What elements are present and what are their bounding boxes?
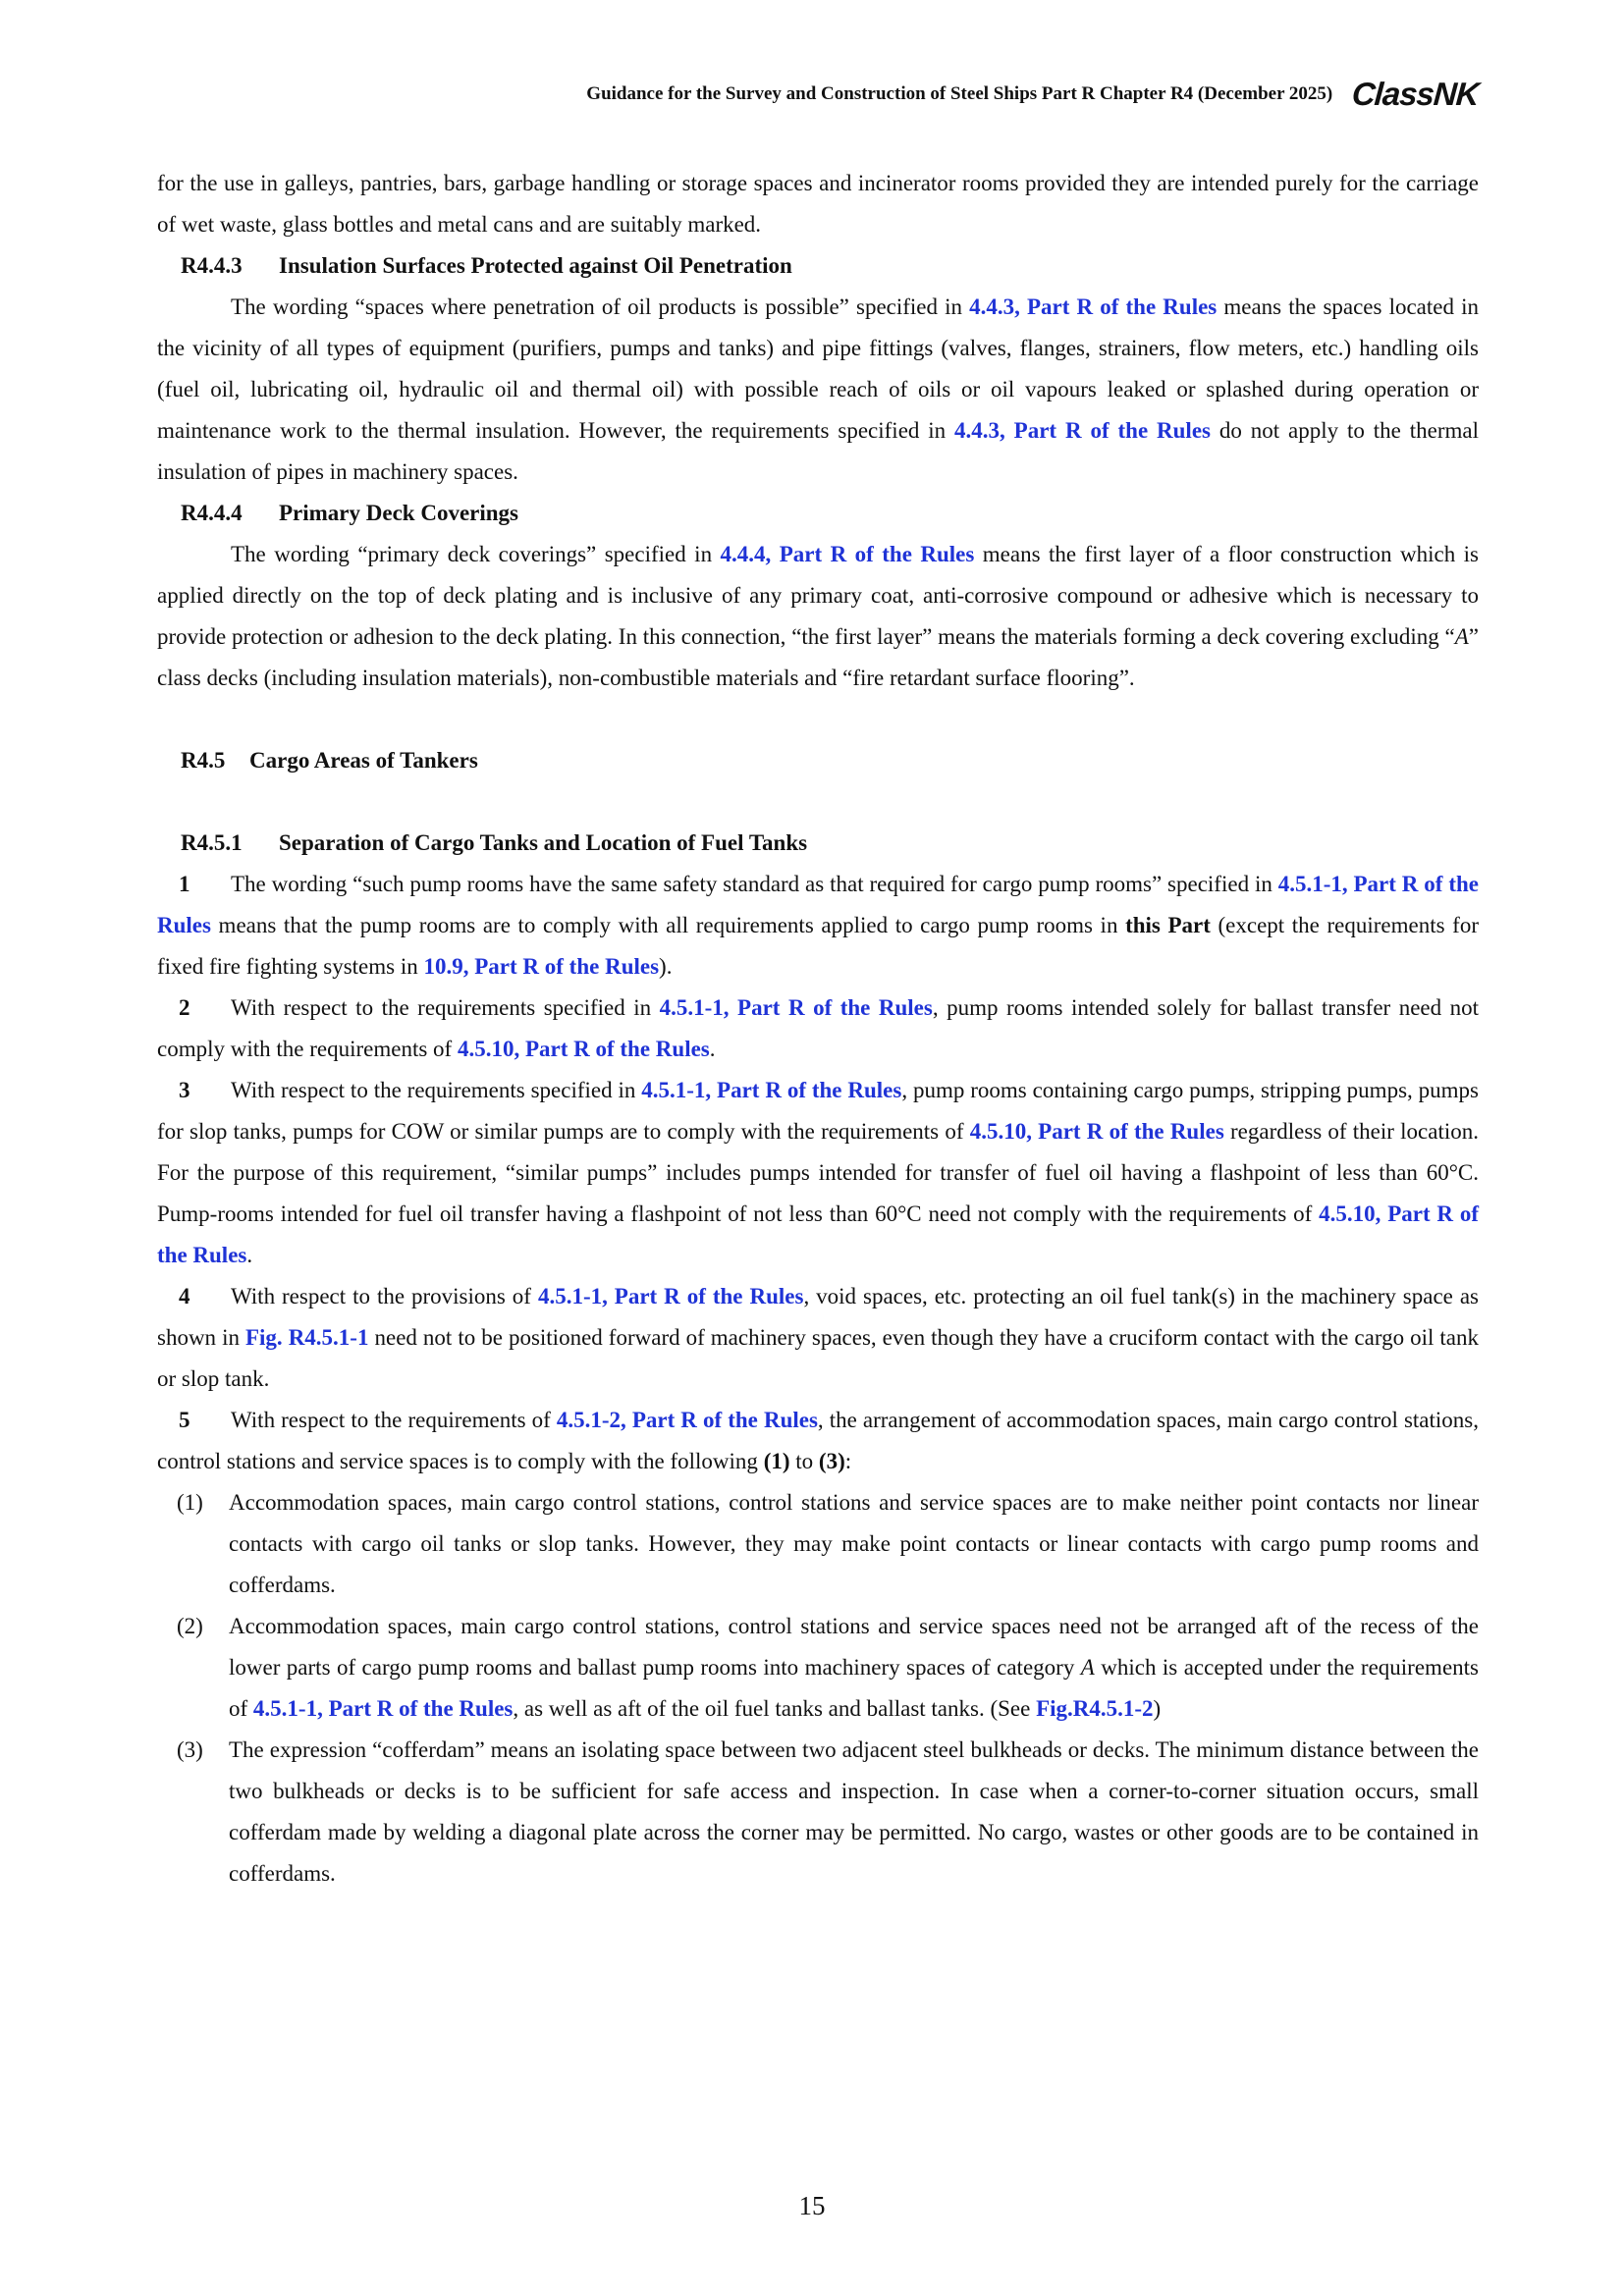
section-heading-r443 xyxy=(157,245,1479,287)
figure-link[interactable]: Fig.R4.5.1-2 xyxy=(1036,1696,1154,1721)
numbered-paragraph-4: 4 With respect to the provisions of 4.5.1-1, Part R of the Rules, void spaces, etc. protecting an oil fuel tank(s) in the machinery space as shown in Fig. R4.5.1-1 need not to be positioned forward of machinery spaces, even though they have a cruciform contact with the cargo oil tank or slop tank. xyxy=(157,1284,1480,1391)
numbered-paragraph-1: 1 The wording “such pump rooms have the same safety standard as that required for cargo pump rooms” specified in 4.5.1-1, Part R of the Rules means that the pump rooms are to comply with all requirements applied to cargo pump rooms in this Part (except the requirements for fixed fire fighting systems in 10.9, Part R of the Rules). xyxy=(157,872,1479,979)
section-title: Separation of Cargo Tanks and Location of Fuel Tanks xyxy=(279,830,808,855)
rule-link[interactable]: 4.5.10, Part R of the Rules xyxy=(457,1037,710,1061)
section-title: Cargo Areas of Tankers xyxy=(249,748,478,773)
section-heading-r444 xyxy=(157,493,1479,534)
item-label: (3) xyxy=(177,1737,203,1762)
rule-link[interactable]: 4.5.1-1, Part R of the Rules xyxy=(641,1078,902,1102)
classnk-logo: ClassNK xyxy=(1351,76,1481,112)
item-text: The expression “cofferdam” means an isolating space between two adjacent steel bulkheads or decks. The minimum distance between the two bulkheads or decks is to be sufficient for safe access and inspection. In case when a corner-to-corner situation occurs, small cofferdam made by welding a diagonal plate across the corner may be permitted. No cargo, wastes or other goods are to be contained in cofferdams. xyxy=(229,1737,1479,1886)
rule-link[interactable]: 4.5.10, Part R of the Rules xyxy=(157,1201,1480,1267)
intro-paragraph: for the use in galleys, pantries, bars, garbage handling or storage spaces and incinerator rooms provided they are intended purely for the carriage of wet waste, glass bottles and metal cans and are suitably marked. xyxy=(157,171,1479,237)
item-label: (2) xyxy=(177,1614,203,1638)
page-number: 15 xyxy=(798,2191,826,2220)
list-item-2 xyxy=(157,1606,1479,1730)
figure-link[interactable]: Fig. R4.5.1-1 xyxy=(244,1325,369,1350)
rule-link[interactable]: 4.4.3, Part R of the Rules xyxy=(954,418,1211,443)
rule-link[interactable]: 4.5.1-1, Part R of the Rules xyxy=(659,995,933,1020)
section-heading-r45 xyxy=(157,740,1479,781)
document-title: Guidance for the Survey and Construction of Steel Ships Part R Chapter R4 (December 2025) xyxy=(586,83,1333,104)
item-label: (1) xyxy=(177,1490,203,1515)
section-title: Insulation Surfaces Protected against Oil Penetration xyxy=(279,253,792,278)
section-number: R4.4.3 xyxy=(181,253,243,278)
numbered-paragraph-2: 2 With respect to the requirements specified in 4.5.1-1, Part R of the Rules, pump rooms intended solely for ballast transfer need not comply with the requirements of 4.5.10, Part R of the Rules. xyxy=(157,995,1479,1061)
numbered-paragraph-3: 3 With respect to the requirements specified in 4.5.1-1, Part R of the Rules, pump rooms containing cargo pumps, stripping pumps, pumps for slop tanks, pumps for COW or similar pumps are to comply with the requirements of 4.5.10, Part R of the Rules regardless of their location. For the purpose of this requirement, “similar pumps” includes pumps intended for transfer of fuel oil having a flashpoint of less than 60°C. Pump-rooms intended for fuel oil transfer having a flashpoint of not less than 60°C need not comply with the requirements of 4.5.10, Part R of the Rules. xyxy=(157,1078,1480,1267)
section-number: R4.5 xyxy=(181,748,226,773)
item-text: Accommodation spaces, main cargo control stations, control stations and service spaces are to make neither point contacts nor linear contacts with cargo oil tanks or slop tanks. However, they may make point contacts or linear contacts with cargo pump rooms and cofferdams. xyxy=(229,1490,1479,1597)
list-item-3 xyxy=(157,1730,1479,1895)
rule-link[interactable]: 4.4.4, Part R of the Rules xyxy=(720,542,975,566)
paragraph-r444: The wording “primary deck coverings” specified in 4.4.4, Part R of the Rules means the first layer of a floor construction which is applied directly on the top of deck plating and is inclusive of any primary coat, anti-corrosive compound or adhesive which is necessary to provide protection or adhesion to the deck plating. In this connection, “the first layer” means the materials forming a deck covering excluding “A” class decks (including insulation materials), non-combustible materials and “fire retardant surface flooring”. xyxy=(157,542,1480,690)
list-item-1 xyxy=(157,1482,1479,1606)
section-number: R4.5.1 xyxy=(181,830,243,855)
paragraph-r443: The wording “spaces where penetration of oil products is possible” specified in 4.4.3, Part R of the Rules means the spaces located in the vicinity of all types of equipment (purifiers, pumps and tanks) and pipe fittings (valves, flanges, strainers, flow meters, etc.) handling oils (fuel oil, lubricating oil, hydraulic oil and thermal oil) with possible reach of oils or oil vapours leaked or splashed during operation or maintenance work to the thermal insulation. However, the requirements specified in 4.4.3, Part R of the Rules do not apply to the thermal insulation of pipes in machinery spaces. xyxy=(157,294,1479,484)
section-heading-r451 xyxy=(157,823,1479,864)
section-title: Primary Deck Coverings xyxy=(279,501,518,525)
rule-link[interactable]: 4.5.10, Part R of the Rules xyxy=(969,1119,1224,1144)
rule-link[interactable]: 4.4.3, Part R of the Rules xyxy=(969,294,1218,319)
rule-link[interactable]: 4.5.1-1, Part R of the Rules xyxy=(252,1696,514,1721)
rule-link[interactable]: 4.5.1-1, Part R of the Rules xyxy=(157,872,1479,937)
section-number: R4.4.4 xyxy=(181,501,243,525)
item-text: Accommodation spaces, main cargo control stations, control stations and service spaces need not be arranged aft of the recess of the lower parts of cargo pump rooms and ballast pump rooms into machinery spaces of category A which is accepted under the requirements of 4.5.1-1, Part R of the Rules, as well as aft of the oil fuel tanks and ballast tanks. (See Fig.R4.5.1-2) xyxy=(229,1614,1479,1721)
rule-link[interactable]: 4.5.1-1, Part R of the Rules xyxy=(537,1284,804,1308)
rule-link[interactable]: 10.9, Part R of the Rules xyxy=(423,954,660,979)
page-header xyxy=(157,75,1479,114)
numbered-paragraph-5: 5 With respect to the requirements of 4.5.1-2, Part R of the Rules, the arrangement of accommodation spaces, main cargo control stations, control stations and service spaces is to comply with the following (1) to (3): xyxy=(157,1408,1479,1473)
page-content xyxy=(157,163,1479,1895)
rule-link[interactable]: 4.5.1-2, Part R of the Rules xyxy=(556,1408,818,1432)
